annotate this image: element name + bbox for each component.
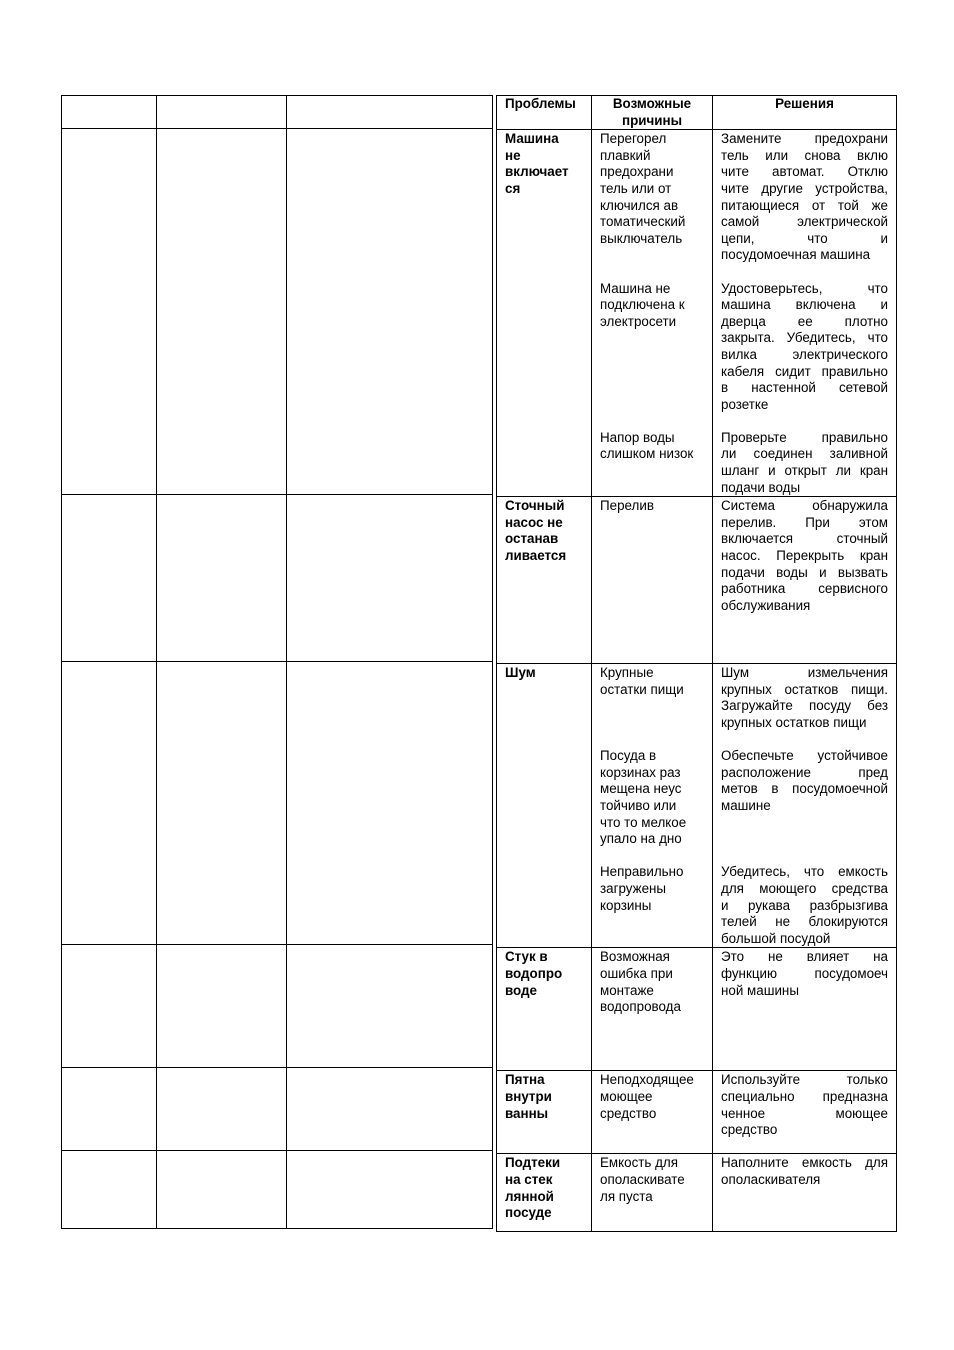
blank-row [62, 129, 493, 495]
problem-cell: Стук в водопро воде [497, 948, 592, 1071]
blank-row [62, 495, 493, 662]
solution-text: Это не влияет на функцию посудомоеч ной машины [721, 949, 888, 998]
problem-row [497, 497, 897, 664]
solution-cell [713, 497, 897, 664]
blank-cell [287, 495, 493, 662]
cause-text: Возможная ошибка при монтаже водопровода [600, 949, 681, 1015]
solution-text: Обеспечьте устойчивое расположение пред метов в посудомоечной машине [721, 748, 888, 813]
blank-cell [62, 945, 157, 1068]
header-causes: Возможные причины [592, 96, 713, 130]
blank-cell [287, 129, 493, 495]
problem-row [497, 1154, 897, 1232]
blank-cell [62, 495, 157, 662]
problem-cell: Сточный насос не останав ливается [497, 497, 592, 664]
solution-text: Замените предохрани тель или снова вклю чите автомат. Отклю чите другие устройства, питающиеся от той же самой электрической цепи, что и посудомоечная машина [721, 131, 888, 263]
blank-row [62, 96, 493, 129]
blank-cell [157, 662, 287, 945]
blank-cell [287, 662, 493, 945]
solution-text: Шум измельчения крупных остатков пищи. Загружайте посуду без крупных остатков пищи [721, 665, 888, 731]
solution-text: Удостоверьтесь, что машина включена и дверца ее плотно закрыта. Убедитесь, что вилка электрического кабеля сидит правильно в настенной сетевой розетке [721, 280, 888, 412]
cause-cell [592, 497, 713, 664]
header-row [497, 96, 897, 130]
blank-cell [62, 129, 157, 495]
cause-text: Крупные остатки пищи [600, 665, 684, 697]
cause-cell [592, 1154, 713, 1232]
header-solutions: Решения [713, 96, 897, 130]
cause-text: Посуда в корзинах раз мещена неус тойчиво или что то мелкое упало на дно [600, 748, 687, 847]
problem-row [497, 664, 897, 948]
blank-cell [157, 129, 287, 495]
problem-cell: Пятна внутри ванны [497, 1071, 592, 1154]
blank-cell [287, 1068, 493, 1151]
blank-cell [62, 96, 157, 129]
header-problems: Проблемы [497, 96, 592, 130]
cause-text: Неподходящее моющее средство [600, 1072, 694, 1121]
cause-text: Перегорел плавкий предохрани тель или от ключился ав томатический выключатель [600, 131, 686, 246]
blank-cell [287, 945, 493, 1068]
blank-cell [287, 1151, 493, 1229]
cause-cell [592, 130, 713, 497]
blank-cell [157, 96, 287, 129]
troubleshooting-table [496, 95, 897, 1232]
cause-text: Перелив [600, 498, 654, 514]
cause-text: Напор воды слишком низок [600, 429, 694, 462]
problem-row [497, 130, 897, 497]
solution-text: Наполните емкость для ополаскивателя [721, 1155, 888, 1187]
blank-cell [157, 1151, 287, 1229]
solution-cell [713, 664, 897, 948]
cause-cell [592, 948, 713, 1071]
blank-cell [157, 495, 287, 662]
blank-row [62, 1068, 493, 1151]
solution-cell [713, 948, 897, 1071]
problem-cell: Шум [497, 664, 592, 948]
blank-cell [157, 1068, 287, 1151]
solution-cell [713, 1071, 897, 1154]
blank-cell [62, 662, 157, 945]
problem-row [497, 948, 897, 1071]
blank-row [62, 1151, 493, 1229]
solution-text: Убедитесь, что емкость для моющего средства и рукава разбрызгива телей не блокируются большой посудой [721, 864, 888, 946]
solution-text: Используйте только специально предназна ченное моющее средство [721, 1072, 888, 1138]
cause-text: Машина не подключена к электросети [600, 280, 685, 329]
blank-cell [287, 96, 493, 129]
blank-cell [62, 1068, 157, 1151]
solution-cell [713, 1154, 897, 1232]
solution-text: Система обнаружила перелив. При этом включается сточный насос. Перекрыть кран подачи воды и вызвать работника сервисного обслуживания [721, 498, 888, 613]
cause-cell [592, 664, 713, 948]
problem-cell: Машина не включает ся [497, 130, 592, 497]
blank-row [62, 662, 493, 945]
problem-row [497, 1071, 897, 1154]
cause-text: Емкость для ополаскивате ля пуста [600, 1155, 685, 1204]
problem-cell: Подтеки на стек лянной посуде [497, 1154, 592, 1232]
solution-cell [713, 130, 897, 497]
solution-text: Проверьте правильно ли соединен заливной шланг и открыт ли кран подачи воды [721, 429, 888, 495]
blank-cell [157, 945, 287, 1068]
blank-table [61, 95, 493, 1229]
cause-text: Неправильно загружены корзины [600, 864, 684, 913]
cause-cell [592, 1071, 713, 1154]
blank-row [62, 945, 493, 1068]
blank-cell [62, 1151, 157, 1229]
